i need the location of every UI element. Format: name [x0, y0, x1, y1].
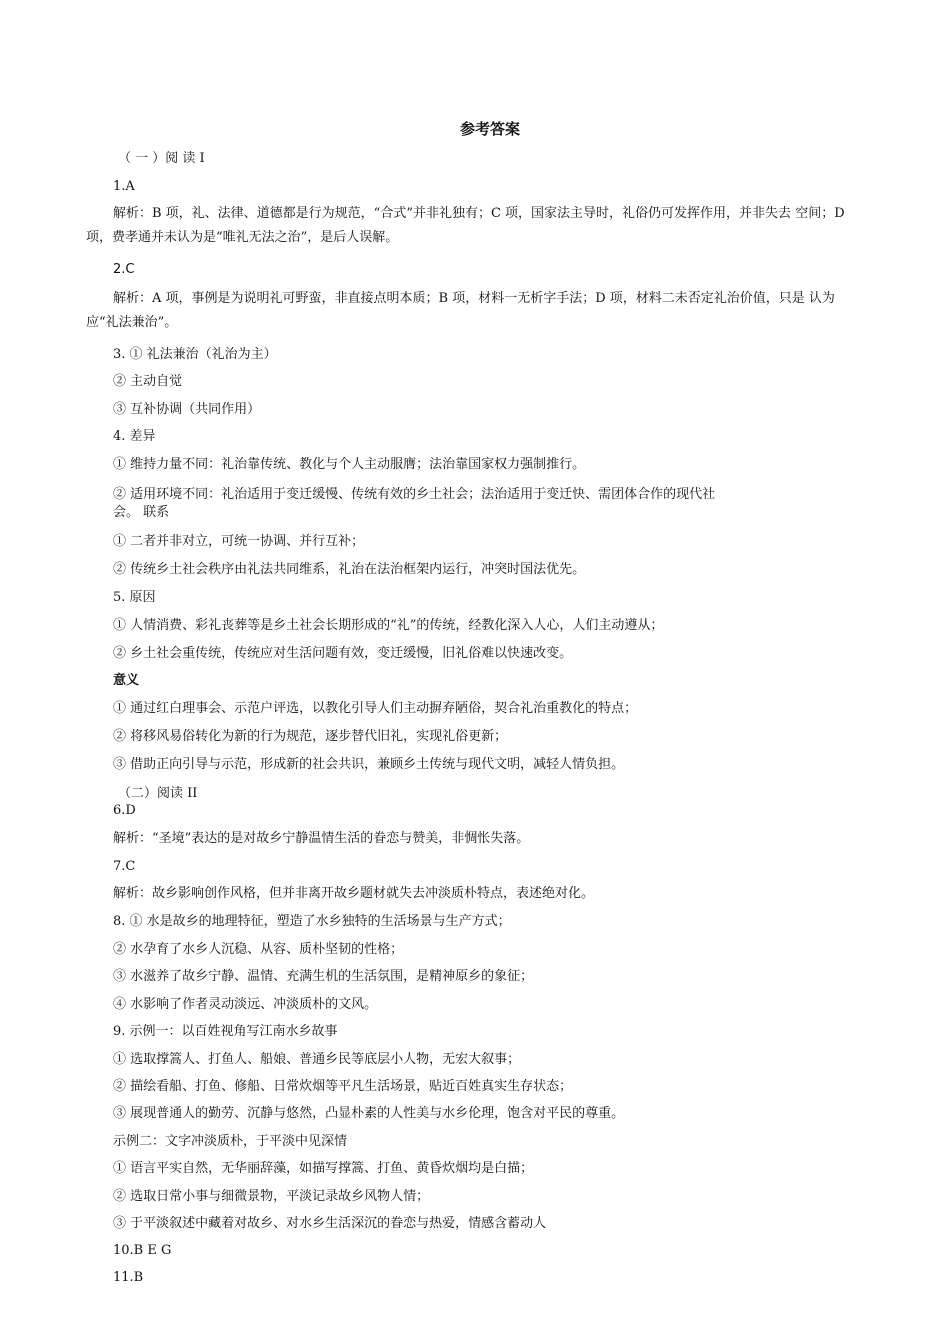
answer-5-significance-2: ② 将移风易俗转化为新的行为规范，逐步替代旧礼，实现礼俗更新；	[113, 729, 508, 744]
answer-8-item-1: 8. ① 水是故乡的地理特征，塑造了水乡独特的生活场景与生产方式；	[113, 914, 511, 929]
answer-5-significance-3: ③ 借助正向引导与示范，形成新的社会共识，兼顾乡土传统与现代文明，减轻人情负担。	[113, 757, 625, 772]
answer-5-significance-heading: 意义	[113, 673, 140, 688]
answer-9-example-2-item-3: ③ 于平淡叙述中藏着对故乡、对水乡生活深沉的眷恋与热爱，情感含蓄动人	[113, 1216, 547, 1231]
explanation-2: 解析：A 项，事例是为说明礼可野蛮，非直接点明本质；B 项，材料一无析字手法；D 项，材料二未否定礼治价值，只是 认为应“礼法兼治”。	[86, 291, 835, 330]
answer-9-example-2-item-1: ① 语言平实自然，无华丽辞藻，如描写撑篙、打鱼、黄昏炊烟均是白描；	[113, 1161, 534, 1176]
answer-4-item-2-cont: 会。 联系	[113, 505, 170, 520]
answer-6: 6.D	[113, 803, 136, 818]
answer-4-link-1: ① 二者并非对立，可统一协调、并行互补；	[113, 534, 365, 549]
answer-4-item-2: ② 适用环境不同：礼治适用于变迁缓慢、传统有效的乡土社会；法治适用于变迁快、需团体合作的现代社	[113, 487, 716, 502]
page-title: 参考答案	[459, 120, 520, 138]
answer-4-heading: 4. 差异	[113, 429, 156, 444]
answer-3-item-2: ② 主动自觉	[113, 374, 183, 389]
answer-5-item-2: ② 乡土社会重传统，传统应对生活问题有效，变迁缓慢，旧礼俗难以快速改变。	[113, 646, 573, 661]
answer-8-item-3: ③ 水滋养了故乡宁静、温情、充满生机的生活氛围，是精神原乡的象征；	[113, 969, 534, 984]
answer-9-example-1-item-3: ③ 展现普通人的勤劳、沉静与悠然，凸显朴素的人性美与水乡伦理，饱含对平民的尊重。	[113, 1106, 625, 1121]
answer-5-item-1: ① 人情消费、彩礼丧葬等是乡土社会长期形成的“礼”的传统，经教化深入人心，人们主动遵从；	[113, 618, 664, 633]
explanation-7: 解析：故乡影响创作风格，但并非离开故乡题材就失去冲淡质朴特点，表述绝对化。	[113, 886, 595, 901]
answer-5-significance-1: ① 通过红白理事会、示范户评选，以教化引导人们主动摒弃陋俗，契合礼治重教化的特点；	[113, 701, 638, 716]
section-heading-reading-1: （ 一 ）阅 读 I	[118, 151, 205, 166]
answer-8-item-2: ② 水孕育了水乡人沉稳、从容、质朴坚韧的性格；	[113, 942, 404, 957]
answer-8-item-4: ④ 水影响了作者灵动淡远、冲淡质朴的文风。	[113, 997, 378, 1012]
answer-4-item-1: ① 维持力量不同：礼治靠传统、教化与个人主动服膺；法治靠国家权力强制推行。	[113, 457, 586, 472]
answer-3-item-1: 3. ① 礼法兼治（礼治为主）	[113, 347, 277, 362]
explanation-1: 解析：B 项，礼、法律、道德都是行为规范，“合式”并非礼独有；C 项，国家法主导时，礼俗仍可发挥作用，并非失去 空间；D 项，费孝通并未认为是“唯礼无法之治”，是后人误解。	[86, 206, 845, 245]
section-heading-reading-2: （二）阅读 II	[118, 786, 198, 801]
explanation-6: 解析：“圣境”表达的是对故乡宁静温情生活的眷恋与赞美，非惆怅失落。	[113, 831, 530, 846]
answer-4-link-2: ② 传统乡土社会秩序由礼法共同维系，礼治在法治框架内运行，冲突时国法优先。	[113, 562, 586, 577]
answer-2: 2.C	[113, 262, 135, 277]
answer-9-example-2-item-2: ② 选取日常小事与细微景物，平淡记录故乡风物人情；	[113, 1189, 430, 1204]
answer-9-example-2-heading: 示例二：文字冲淡质朴，于平淡中见深情	[113, 1134, 348, 1149]
answer-1: 1.A	[113, 179, 135, 194]
answer-9-example-1-item-1: ① 选取撑篙人、打鱼人、船娘、普通乡民等底层小人物，无宏大叙事；	[113, 1052, 521, 1067]
answer-3-item-3: ③ 互补协调（共同作用）	[113, 402, 261, 417]
answer-11: 11.B	[113, 1270, 144, 1285]
answer-10: 10.B E G	[113, 1243, 172, 1258]
answer-5-heading: 5. 原因	[113, 590, 156, 605]
answer-9-example-1-item-2: ② 描绘看船、打鱼、修船、日常炊烟等平凡生活场景，贴近百姓真实生存状态；	[113, 1079, 573, 1094]
answer-9-example-1-heading: 9. 示例一：以百姓视角写江南水乡故事	[113, 1024, 338, 1039]
answer-7: 7.C	[113, 859, 136, 874]
